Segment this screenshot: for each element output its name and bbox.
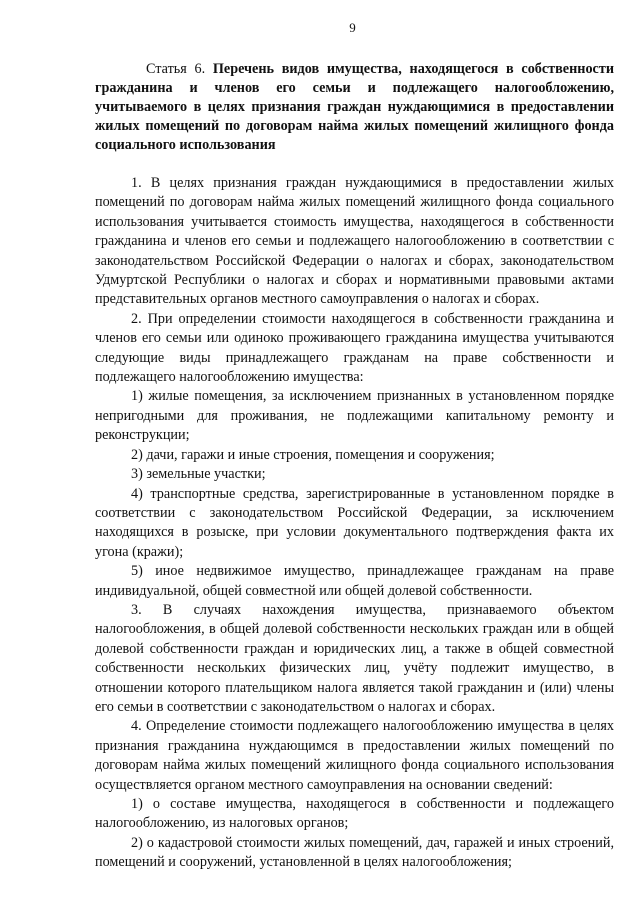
paragraph-3: 3. В случаях нахождения имущества, признаваемого объектом налогообложения, в общей долевой собственности нескольких граждан или в общей долевой собственности граждан и юридических лиц, а также в общей совместной собственности нескольких физических лиц, учёту подлежит имущество, в отношении которого плательщиком налога является такой гражданин и (или) члены его семьи в соответствии с законодательством о налогах и сборах.: [95, 601, 614, 715]
sub-item-1: 1) о составе имущества, находящегося в собственности и подлежащего налогообложению, из налоговых органов;: [95, 796, 614, 832]
article-label: Статья 6.: [146, 61, 213, 77]
list-item-1: 1) жилые помещения, за исключением признанных в установленном порядке непригодными для проживания, не подлежащими капитальному ремонту и реконструкции;: [95, 388, 614, 444]
paragraph-2: 2. При определении стоимости находящегося в собственности гражданина и членов его семьи или одиноко проживающего гражданина имущества учитываются следующие виды принадлежащего гражданам на праве собственности и подлежащего налогообложению имущества:: [95, 310, 614, 386]
article-body: [95, 174, 614, 873]
list-item-4: 4) транспортные средства, зарегистрированные в установленном порядке в соответствии с законодательством Российской Федерации, за исключением находящихся в розыске, при условии документального подтверждения факта их угона (кражи);: [95, 485, 614, 560]
list-item-3: 3) земельные участки;: [131, 466, 266, 483]
list-item-5: 5) иное недвижимое имущество, принадлежащее гражданам на праве индивидуальной, общей совместной или общей долевой собственности.: [95, 563, 614, 599]
sub-item-2: 2) о кадастровой стоимости жилых помещений, дач, гаражей и иных строений, помещений и сооружений, установленной в целях налогообложения;: [95, 834, 614, 871]
paragraph-1: 1. В целях признания граждан нуждающимися в предоставлении жилых помещений по договорам найма жилых помещений жилищного фонда социального использования учитывается стоимость имущества, находящегося в собственности гражданина и членов его семьи и подлежащего налогообложению в соответствии с законодательством Российской Федерации о налогах и сборах, законодательством Удмуртской Республики о налогах и сборах и нормативными правовыми актами представительных органов местного самоуправления о налогах и сборах.: [95, 175, 614, 308]
paragraph-4: 4. Определение стоимости подлежащего налогообложению имущества в целях признания гражданина нуждающимся в предоставлении жилых помещений по договорам найма жилых помещений жилищного фонда социального использования осуществляется органом местного самоуправления на основании сведений:: [95, 718, 614, 793]
article-heading: [95, 60, 614, 155]
list-item-2: 2) дачи, гаражи и иные строения, помещения и сооружения;: [131, 446, 495, 463]
article-title: Перечень видов имущества, находящегося в собственности гражданина и членов его семьи и подлежащего налогообложению, учитываемого в целях признания граждан нуждающимися в предоставлении жилых помещений по договорам найма жилых помещений жилищного фонда социального использования: [95, 61, 614, 153]
page-number: 9: [349, 20, 356, 35]
